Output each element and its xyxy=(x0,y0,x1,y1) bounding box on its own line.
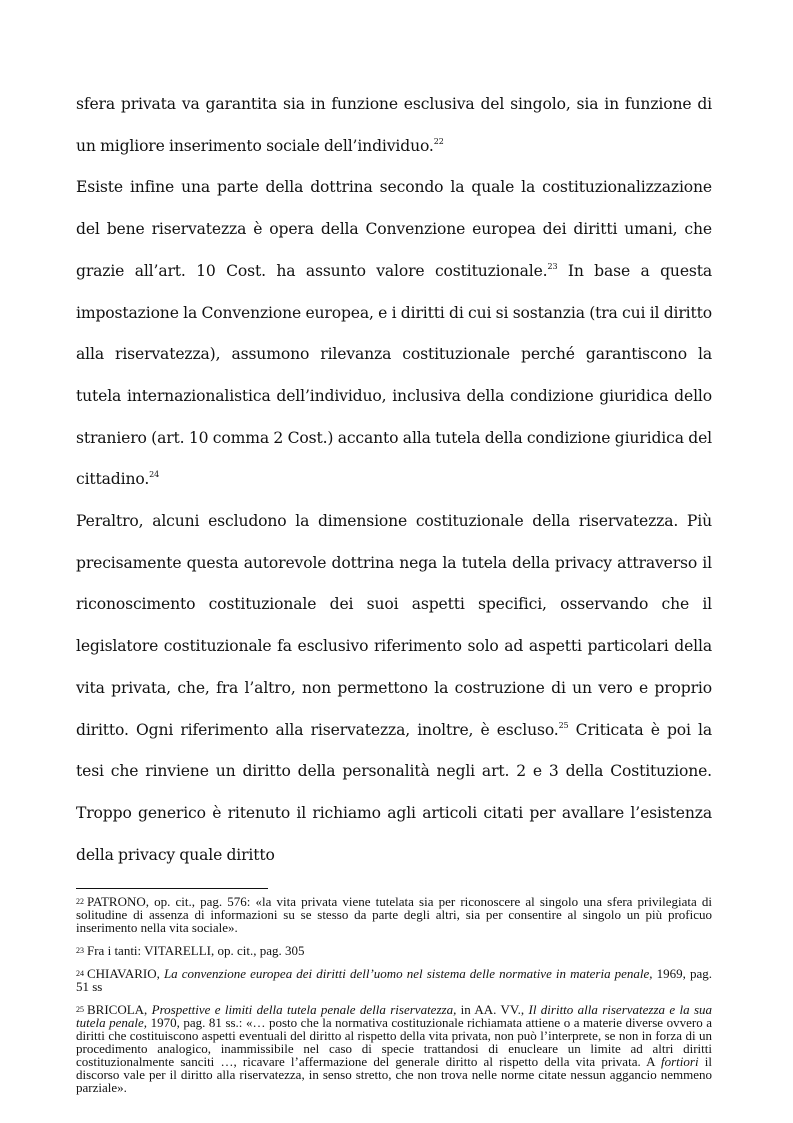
text-run: il discorso vale per il diritto alla riservatezza, in senso stretto, che non trova nelle norme citate nessun aggancio nemmeno parziale». xyxy=(76,1054,712,1096)
italic-text: Il diritto alla riservatezza e la sua tutela penale, xyxy=(76,1002,712,1031)
text-run: In base a questa impostazione la Convenzione europea, e i diritti di cui si sostanzia (tra cui il diritto alla riservatezza), assumono rilevanza costituzionale perché garantiscono la tutela internazionalistica dell’individuo, inclusiva della condizione giuridica dello straniero (art. 10 comma 2 Cost.) accanto alla tutela della condizione giuridica del cittadino. xyxy=(76,261,713,489)
body-text xyxy=(76,84,712,876)
document-page xyxy=(76,84,712,1104)
text-run: Fra i tanti: VITARELLI, op. cit., pag. 305 xyxy=(87,943,305,959)
footnote-separator xyxy=(76,888,268,889)
text-run: 1970, pag. 81 ss.: «… posto che la normativa costituzionale richiamata attiene o a materie diverse ovvero a diritti che costituiscono aspetti eventuali del diritto al rispetto della vita privata, non può l’interprete, se non in forza di un procedimento analogico, inammissibile nel caso di specie trattandosi di enucleare un limite ad altri diritti costituzionalmente sanciti …, ricavare l’affermazione del generale diritto al rispetto della vita privata. A xyxy=(76,1015,712,1070)
text-run: Esiste infine una parte della dottrina secondo la quale la costituzionalizzazione del bene riservatezza è opera della Convenzione europea dei diritti umani, che grazie all’art. 10 Cost. ha assunto valore costituzionale. xyxy=(76,178,712,280)
text-run: sfera privata va garantita sia in funzione esclusiva del singolo, sia in funzione di un migliore inserimento sociale dell’individuo. xyxy=(76,95,712,155)
text-run: Criticata è poi la tesi che rinviene un diritto della personalità negli art. 2 e 3 della Costituzione. Troppo generico è ritenuto il richiamo agli articoli citati per avallare l’esistenza della privacy quale diritto xyxy=(76,720,712,864)
paragraph xyxy=(76,167,712,501)
footnote-number: 23 xyxy=(76,946,84,956)
footnote xyxy=(76,944,712,957)
italic-text: La convenzione europea dei diritti dell’uomo nel sistema delle normative in materia penale, xyxy=(163,966,653,982)
footnote-reference: 22 xyxy=(433,136,444,146)
text-run: 1969, pag. 51 ss xyxy=(76,966,712,995)
footnote xyxy=(76,1003,712,1094)
text-run: in AA. VV., xyxy=(456,1002,529,1018)
footnote xyxy=(76,895,712,934)
footnote-number: 25 xyxy=(76,1005,84,1015)
text-run: Peraltro, alcuni escludono la dimensione costituzionale della riservatezza. Più precisamente questa autorevole dottrina nega la tutela della privacy attraverso il riconoscimento costituzionale dei suoi aspetti specifici, osservando che il legislatore costituzionale fa esclusivo riferimento solo ad aspetti particolari della vita privata, che, fra l’altro, non permettono la costruzione di un vero e proprio diritto. Ogni riferimento alla riservatezza, inoltre, è escluso. xyxy=(76,512,712,739)
footnote-number: 24 xyxy=(76,969,84,979)
footnotes xyxy=(76,895,712,1094)
footnote-reference: 23 xyxy=(547,261,558,271)
footnote-reference: 24 xyxy=(149,470,160,480)
footnote-number: 22 xyxy=(76,897,84,907)
italic-text: Prospettive e limiti della tutela penale della riservatezza, xyxy=(151,1002,457,1018)
paragraph xyxy=(76,84,712,167)
text-run: CHIAVARIO, xyxy=(87,966,164,982)
footnote-reference: 25 xyxy=(558,720,569,730)
footnote xyxy=(76,967,712,993)
paragraph xyxy=(76,501,712,876)
italic-text: fortiori xyxy=(661,1054,699,1070)
text-run: PATRONO, op. cit., pag. 576: «la vita privata viene tutelata sia per riconoscere al singolo una sfera privilegiata di solitudine di assenza di informazioni su se stesso da parte degli altri, sia per consentire al singolo un più proficuo inserimento nella vita sociale». xyxy=(76,894,712,936)
text-run: BRICOLA, xyxy=(87,1002,152,1018)
